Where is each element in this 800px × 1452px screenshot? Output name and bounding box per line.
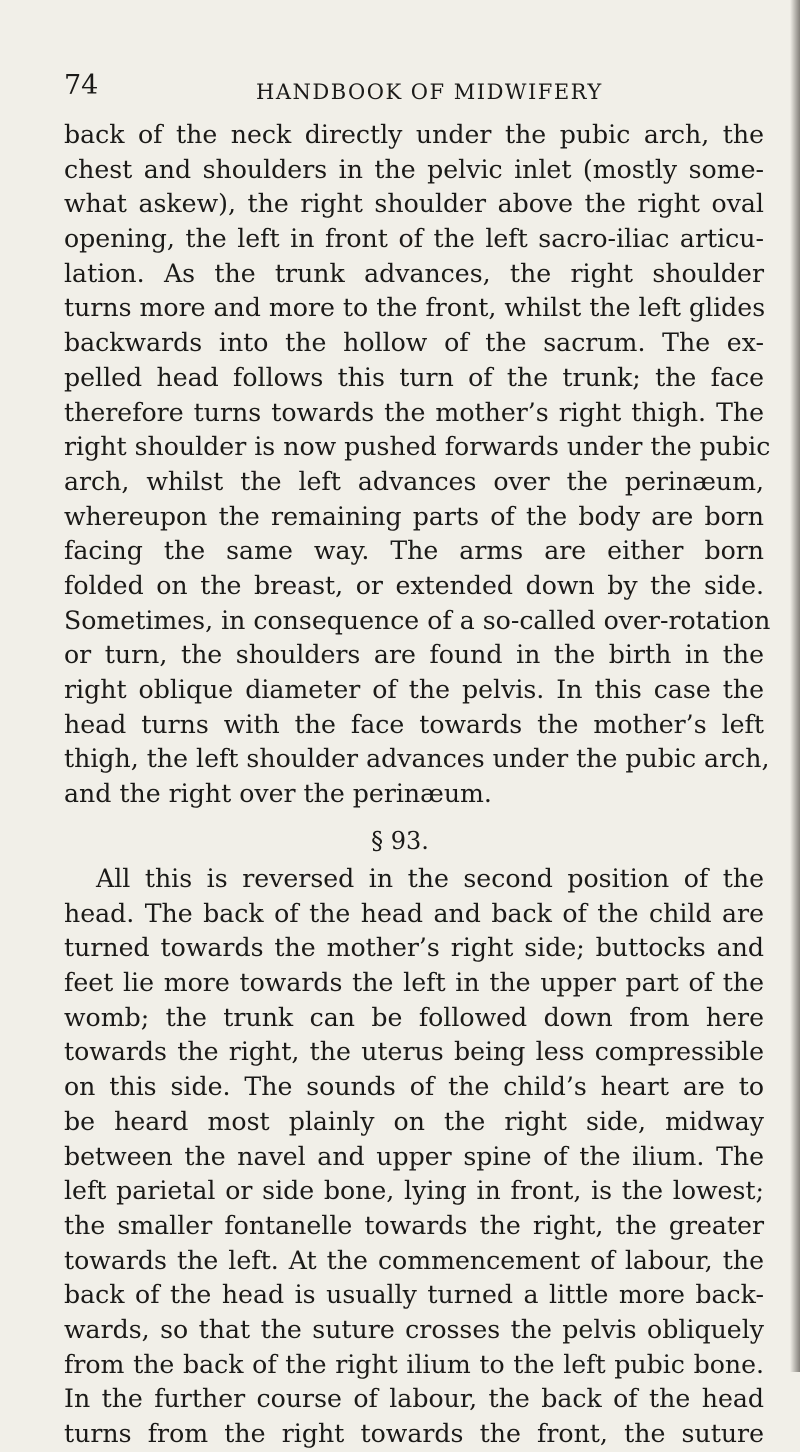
text-line: lation. As the trunk advances, the right shoulder [64, 258, 764, 288]
text-line: therefore turns towards the mother’s right thigh. The [64, 397, 764, 427]
text-line: whereupon the remaining parts of the body are born [64, 501, 764, 531]
text-line: backwards into the hollow of the sacrum. The ex- [64, 328, 764, 358]
text-line: back of the head is usually turned a little more back- [64, 1280, 764, 1310]
text-line: towards the right, the uterus being less compressible [64, 1037, 764, 1067]
text-line: folded on the breast, or extended down by the side. [64, 570, 764, 600]
text-line: or turn, the shoulders are found in the birth in the [64, 640, 764, 670]
text-line: what askew), the right shoulder above the right oval [64, 189, 764, 219]
text-line: pelled head follows this turn of the trunk; the face [64, 362, 764, 392]
text-line: left parietal or side bone, lying in front, is the lowest; [64, 1176, 764, 1206]
text-line: wards, so that the suture crosses the pelvis obliquely [64, 1314, 764, 1344]
text-line: right oblique diameter of the pelvis. In this case the [64, 675, 764, 704]
text-line: be heard most plainly on the right side, midway [64, 1106, 764, 1136]
text-line: All this is reversed in the second position of the [96, 864, 764, 893]
text-line: and the right over the perinæum. [64, 779, 492, 809]
text-line: on this side. The sounds of the child’s heart are to [64, 1072, 764, 1102]
text-line: facing the same way. The arms are either born [64, 536, 764, 566]
text-line: womb; the trunk can be followed down from here [64, 1002, 764, 1032]
text-line: head. The back of the head and back of the child are [64, 898, 764, 928]
text-line: head turns with the face towards the mother’s left [64, 709, 764, 739]
text-line: arch, whilst the left advances over the perinæum, [64, 466, 764, 496]
text-line: towards the left. At the commencement of labour, the [64, 1245, 764, 1275]
text-line: feet lie more towards the left in the upper part of the [64, 968, 764, 998]
text-line: from the back of the right ilium to the left pubic bone. [64, 1349, 764, 1379]
text-line: Sometimes, in consequence of a so-called over-rotation [64, 605, 771, 635]
text-line: thigh, the left shoulder advances under the pubic arch, [64, 744, 770, 774]
text-line: between the navel and upper spine of the ilium. The [64, 1141, 764, 1171]
page-edge-shadow [790, 0, 800, 1372]
paragraph-2 [64, 862, 764, 1452]
text-line: right shoulder is now pushed forwards under the pubic [64, 432, 771, 462]
text-line: turned towards the mother’s right side; buttocks and [64, 933, 764, 963]
page-number: 74 [64, 70, 99, 101]
text-line: In the further course of labour, the back of the head [64, 1384, 764, 1414]
text-line: opening, the left in front of the left sacro-iliac articu- [64, 224, 764, 254]
text-line: chest and shoulders in the pelvic inlet (mostly some- [64, 154, 764, 184]
section-heading: § 93. [371, 827, 429, 855]
text-line: back of the neck directly under the pubic arch, the [64, 120, 764, 149]
paragraph-1 [64, 118, 771, 812]
running-head: HANDBOOK OF MIDWIFERY [256, 80, 603, 104]
text-line: turns more and more to the front, whilst the left glides [64, 293, 766, 323]
text-line: the smaller fontanelle towards the right, the greater [64, 1210, 764, 1240]
text-line: turns from the right towards the front, the suture [64, 1419, 764, 1448]
